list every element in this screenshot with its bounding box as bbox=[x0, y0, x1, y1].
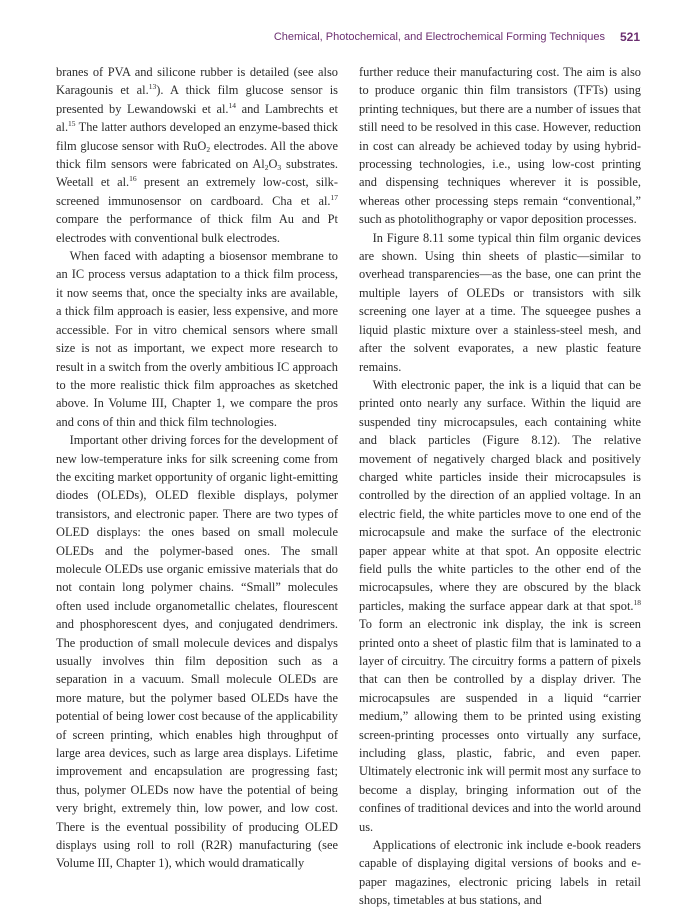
left-column bbox=[56, 63, 338, 873]
subscript: 2 bbox=[206, 144, 211, 154]
left-paragraph-2: When faced with adapting a biosensor membrane to an IC process versus adaptation to a thick film process, it now seems that, once the specialty inks are available, a thick film approach is easier, less expensive, and more accessible. For in vitro chemical sensors where small size is not as important, we expect more research to result in a switch from the overly ambitious IC approach to the more realistic thick film approaches as sketched above. In Volume III, Chapter 1, we compare the pros and cons of thin and thick film technologies. bbox=[56, 249, 338, 429]
reference-18: 18 bbox=[633, 597, 641, 607]
subscript: 3 bbox=[277, 163, 282, 173]
text: O bbox=[268, 157, 278, 172]
text: ). A thick film glucose sensor is presented by Lewandowski et al. bbox=[56, 83, 338, 116]
subscript: 2 bbox=[264, 163, 269, 173]
text: To form an electronic ink display, the ink is screen printed onto a sheet of plastic film that is laminated to a layer of circuitry. The circuitry forms a pattern of pixels that can then be controlled by a display driver. The microcapsules are suspended in a liquid “carrier medium,” allowing them to be printed using existing screen-printing processes onto virtually any surface, including glass, plastic, fabric, and even paper. Ultimately electronic ink will permit most any surface to become a display, bringing information out of the confines of traditional devices and into the world around us. bbox=[359, 617, 641, 834]
text: electrodes. All the above thick film sensors were fabricated on Al bbox=[56, 138, 338, 172]
text: With electronic paper, the ink is a liquid that can be printed onto nearly any surface. Within the liquid are suspended tiny microcapsules, each containing white and black particles (Figure 8.12). The relative movement of negatively charged black and positively charged white particles inside their microcapsules is controlled by the direction of an applied voltage. In an electric field, the white particles move to one end of the microcapsule and make the surface of the electronic paper appear white at that spot. An opposite electric field pulls the white particles to the other end of the microcapsules, where they are obscured by the black particles, making the surface appear dark at that spot. bbox=[359, 377, 641, 613]
right-paragraph-1: further reduce their manufacturing cost. The aim is also to produce organic thin film transistors (TFTs) using printing techniques, but there are a number of issues that still need to be resolved in this case. However, reduction in cost can already be achieved today by using hybrid-processing technologies, i.e., using low-cost printing and dispensing techniques wherever it is possible, whereas other processing steps remain “conventional,” such as photolithography or vapor deposition processes. bbox=[359, 65, 641, 227]
reference-16: 16 bbox=[129, 174, 137, 184]
right-paragraph-3 bbox=[359, 376, 641, 836]
running-header bbox=[0, 30, 695, 46]
right-paragraph-2: In Figure 8.11 some typical thin film organic devices are shown. Using thin sheets of plastic—similar to overhead transparencies—as the base, one can print the multiple layers of OLEDs or transistors with silk screening one layer at a time. The squeegee pushes a liquid plastic mixture over a stainless-steel mesh, and after the solvent evaporates, a new plastic feature remains. bbox=[359, 230, 641, 374]
text: present an extremely low-cost, silk-screened immunosensor on cardboard. Cha et al. bbox=[56, 175, 338, 208]
reference-14: 14 bbox=[228, 100, 237, 110]
right-paragraph-4: Applications of electronic ink include e-book readers capable of displaying digital versions of books and e-paper magazines, electronic pricing labels in retail shops, timetables at bus stations, and bbox=[359, 838, 641, 908]
text: branes of PVA and silicone rubber is detailed (see also Karagounis et al. bbox=[56, 65, 338, 98]
running-header-title: Chemical, Photochemical, and Electrochemical Forming Techniques bbox=[273, 31, 605, 43]
reference-15: 15 bbox=[68, 119, 76, 129]
text: The latter authors developed an enzyme-based thick film glucose sensor with RuO bbox=[56, 120, 338, 153]
text: and Lambrechts et al. bbox=[56, 101, 338, 135]
page-number: 521 bbox=[619, 30, 640, 44]
reference-17: 17 bbox=[330, 192, 338, 202]
left-paragraph-1 bbox=[56, 63, 338, 247]
text: substrates. Weetall et al. bbox=[56, 157, 338, 190]
right-column bbox=[359, 63, 641, 910]
text: compare the performance of thick film Au and Pt electrodes with conventional bulk electrodes. bbox=[56, 212, 338, 245]
reference-13: 13 bbox=[148, 82, 157, 92]
left-paragraph-3: Important other driving forces for the development of new low-temperature inks for silk screening come from the exciting market opportunity of organic light-emitting diodes (OLEDs), OLED flexible displays, polymer transistors, and electronic paper. There are two types of OLED displays: the ones based on small molecule OLEDs and the polymer-based ones. The small molecule OLEDs use organic emissive materials that do not contain long polymer chains. “Small” molecules often used include organometallic chelates, flourescent and phosphorescent dyes, and conjugated dendrimers. The production of small molecule devices and dispalys usually involves thin film deposition such as a separation in a vacuum. Small molecule OLEDs are more mature, but the polymer based OLEDs have the potential of being lower cost because of the applicability of screen printing, which enables high throughput of large area devices, such as large area displays. Lifetime improvement and encapsulation are progressing fast; thus, polymer OLEDs now have the potential of being very bright, extremely thin, low power, and low cost. There is the eventual possibility of producing OLED displays using roll to roll (R2R) manufacturing (see Volume III, Chapter 1), which would dramatically bbox=[56, 433, 338, 871]
